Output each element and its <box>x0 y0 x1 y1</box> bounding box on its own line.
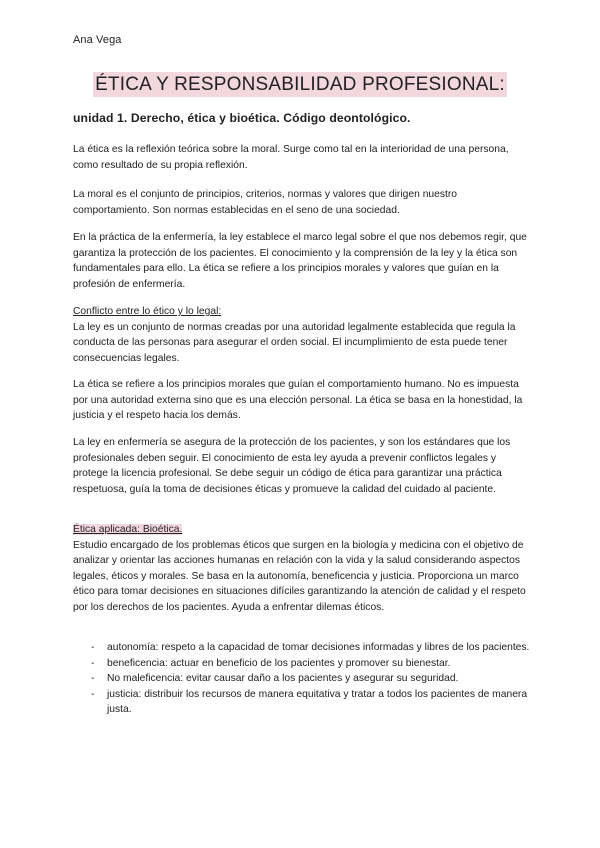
unit-heading: unidad 1. Derecho, ética y bioética. Código deontológico. <box>73 111 411 125</box>
conflict-section <box>73 304 531 366</box>
principle-beneficence: beneficencia: actuar en beneficio de los pacientes y promover su bienestar. <box>107 657 451 669</box>
intro-paragraph-ethics <box>73 142 531 173</box>
bullet-dash: - <box>91 688 95 700</box>
principle-autonomy: autonomía: respeto a la capacidad de tomar decisiones informadas y libres de los pacientes. <box>107 642 530 653</box>
principle-non-maleficence: No maleficencia: evitar causar daño a los pacientes y asegurar su seguridad. <box>107 673 459 685</box>
list-item <box>73 656 531 672</box>
bullet-dash: - <box>91 673 95 685</box>
intro-paragraph-nursing <box>73 230 531 292</box>
list-item <box>73 640 531 656</box>
conflict-paragraph-nursing-law-wrap <box>73 435 531 497</box>
list-item <box>73 671 531 687</box>
bullet-dash: - <box>91 642 95 653</box>
conflict-paragraph-ethics-wrap <box>73 377 531 424</box>
paragraph-text: La ética es la reflexión teórica sobre la moral. Surge como tal en la interioridad de una persona, como resultado de su propia reflexión. <box>73 144 509 171</box>
intro-paragraph-moral <box>73 187 531 218</box>
conflict-paragraph-nursing-law: La ley en enfermería se asegura de la protección de los pacientes, y son los estándares que los profesionales deben seguir. El conocimiento de esta ley ayuda a prevenir conflictos legales y protege la licencia profesional. Se debe seguir un código de ética para garantizar una práctica respetuosa, guía la toma de decisiones éticas y promueve la calidad del cuidado al paciente. <box>73 437 511 495</box>
bioethics-section <box>73 522 531 616</box>
bullet-dash: - <box>91 657 95 669</box>
document-title: ÉTICA Y RESPONSABILIDAD PROFESIONAL: <box>95 74 505 95</box>
principles-list-wrap <box>73 640 531 718</box>
list-item <box>73 687 531 718</box>
paragraph-text: La moral es el conjunto de principios, criterios, normas y valores que dirigen nuestro comportamiento. Son normas establecidas en el seno de una sociedad. <box>73 189 458 216</box>
conflict-paragraph-law: La ley es un conjunto de normas creadas por una autoridad legalmente establecida que regula la conducta de las personas para asegurar el orden social. El incumplimiento de esta puede tener consecuencias legales. <box>73 321 516 364</box>
bioethics-heading: Ética aplicada: Bioética. <box>73 524 183 535</box>
principles-list <box>73 640 531 718</box>
bioethics-paragraph: Estudio encargado de los problemas éticos que surgen en la biología y medicina con el objetivo de analizar y orientar las acciones humanas en relación con la vida y la salud considerando aspectos legales, éticos y morales. Se basa en la autonomía, beneficencia y justicia. Proporciona un marco ético para tomar decisiones en situaciones difíciles garantizando la atención de calidad y el respeto por los derechos de los pacientes. Ayuda a enfrentar dilemas éticos. <box>73 539 526 613</box>
conflict-paragraph-ethics: La ética se refiere a los principios morales que guían el comportamiento humano. No es impuesta por una autoridad externa sino que es una elección personal. La ética se basa en la honestidad, la justicia y el respeto hacia los demás. <box>73 379 523 422</box>
principle-justice: justicia: distribuir los recursos de manera equitativa y tratar a todos los pacientes de manera justa. <box>107 688 528 716</box>
conflict-heading: Conflicto entre lo ético y lo legal: <box>73 306 222 317</box>
title-wrapper <box>0 72 600 97</box>
author-name: Ana Vega <box>73 34 122 46</box>
paragraph-text: En la práctica de la enfermería, la ley establece el marco legal sobre el que nos debemos regir, que garantiza la protección de los pacientes. El conocimiento y la comprensión de la ley y la ética son fundamentales para ello. La ética se refiere a los principios morales y valores que guían en la profesión de enfermería. <box>73 232 527 290</box>
